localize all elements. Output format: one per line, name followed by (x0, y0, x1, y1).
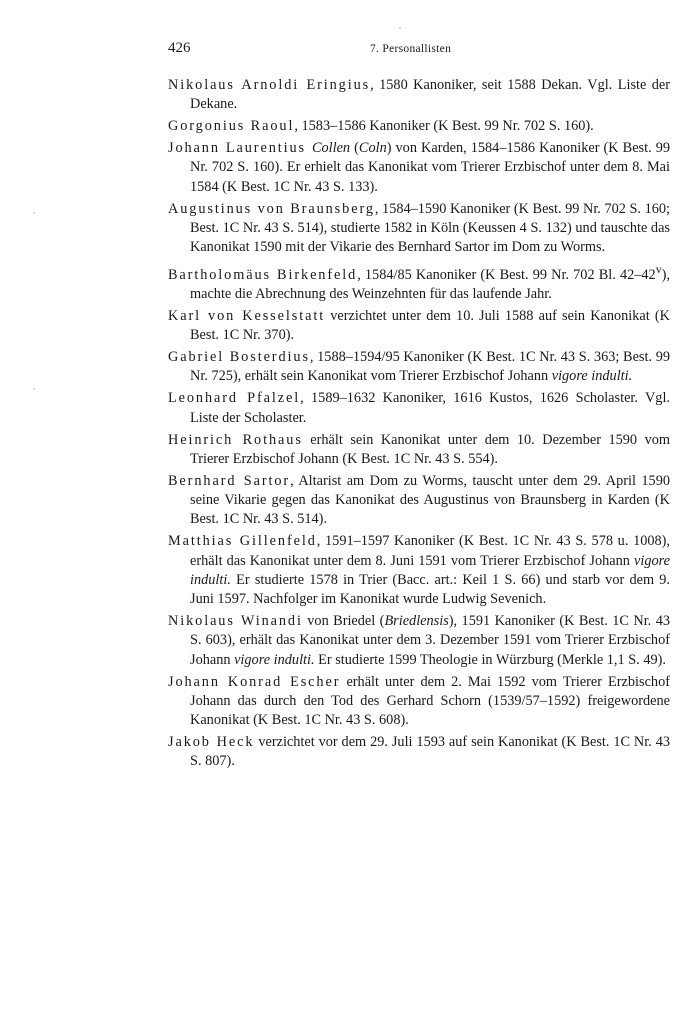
entry-person-name: Matthias Gillenfeld (168, 533, 317, 550)
entry-text: erhält sein Kanonikat unter dem 10. Dezember 1590 vom Trierer Erzbischof Johann (K Best. 1C Nr. 43 S. 554). (190, 431, 670, 467)
entry-text: , 1589–1632 Kanoniker, 1616 Kustos, 1626 Scholaster. Vgl. Liste der Scholaster. (190, 390, 671, 426)
entry-italic-text: Briedlensis (384, 613, 449, 630)
entry-italic-text: Coln (358, 140, 387, 157)
entry (168, 733, 670, 772)
entry-person-name: Gorgonius Raoul (168, 118, 295, 135)
entry-text: Er studierte 1578 in Trier (Bacc. art.: Keil 1 S. 66) und starb vor dem 9. Juni 1597. Nachfolger im Kanonikat wurde Ludwig Sevenich. (190, 571, 670, 608)
entry-italic-text: Collen (311, 140, 351, 157)
entry-text: , 1583–1586 Kanoniker (K Best. 99 Nr. 702 S. 160). (294, 118, 594, 135)
entry-person-name: Bartholomäus Birkenfeld (168, 266, 358, 283)
entry-person-name: Nikolaus Winandi (168, 613, 303, 630)
entry (168, 612, 670, 670)
entry (168, 307, 670, 346)
entry (168, 472, 670, 530)
entry-text: ), machte die Abrechnung des Weinzehnten für das laufende Jahr. (190, 266, 670, 303)
entry-person-name: Karl von Kesselstatt (168, 308, 326, 324)
entry-text: Er studierte 1599 Theologie in Würzburg (Merkle 1,1 S. 49). (314, 651, 666, 668)
entry (168, 389, 670, 428)
entry-person-name: Bernhard Sartor (168, 472, 291, 489)
entry-text: ) von Karden, 1584–1586 Kanoniker (K Best. 99 Nr. 702 S. 160). Er erhielt das Kanonikat vom Trierer Erzbischof unter dem 8. Mai 1584 (K Best. 1C Nr. 43 S. 133). (190, 140, 670, 195)
entry (168, 348, 670, 387)
entry-italic-text: vigore indulti. (234, 651, 315, 668)
entry-text: ), 1591 Kanoniker (K Best. 1C Nr. 43 S. 603), erhält das Kanonikat unter dem 3. Dezember 1591 vom Trierer Erzbischof Johann (190, 613, 670, 668)
entry-person-name: Leonhard Pfalzel (168, 390, 301, 407)
scan-speck (33, 388, 35, 390)
entry (168, 200, 670, 258)
entry-text: , Altarist am Dom zu Worms, tauscht unter dem 29. April 1590 seine Vikarie gegen das Kanonikat des Augustinus von Braunsberg in Karden (K Best. 1C Nr. 43 S. 514). (190, 472, 671, 528)
entry-text: , 1591–1597 Kanoniker (K Best. 1C Nr. 43 S. 578 u. 1008), erhält das Kanonikat unter dem 8. Juni 1591 vom Trierer Erzbischof Johann (190, 533, 671, 569)
entry (168, 117, 670, 136)
entry-italic-text: vigore indulti. (190, 552, 670, 588)
scan-speck (399, 27, 401, 29)
entry-text: erhält unter dem 2. Mai 1592 vom Trierer Erzbischof Johann das durch den Tod des Gerhard Schorn (1539/57–1592) freigewordene Kanonikat (K Best. 1C Nr. 43 S. 608). (190, 673, 670, 729)
entry-person-name: Nikolaus Arnoldi Eringius (168, 77, 371, 93)
entry-text: , 1580 Kanoniker, seit 1588 Dekan. Vgl. Liste der Dekane. (190, 77, 671, 113)
entry-text: verzichtet unter dem 10. Juli 1588 auf sein Kanonikat (K Best. 1C Nr. 370). (190, 308, 670, 344)
entry (168, 431, 670, 470)
entry-person-name: Johann Konrad Escher (168, 673, 341, 690)
entry-person-name: Gabriel Bosterdius (168, 349, 310, 366)
entry-person-name: Johann Laurentius (168, 140, 312, 157)
entry-text: , 1588–1594/95 Kanoniker (K Best. 1C Nr. 43 S. 363; Best. 99 Nr. 725), erhält sein Kanonikat vom Trierer Erzbischof Johann (190, 349, 670, 385)
entry (168, 260, 670, 304)
entry-text: , 1584–1590 Kanoniker (K Best. 99 Nr. 702 S. 160; Best. 1C Nr. 43 S. 514), studierte 1582 in Köln (Keussen 4 S. 132) und tauschte das Kanonikat 1590 mit der Vikarie des Bernhard Sartor im Dom zu Worms. (190, 200, 670, 256)
entry (168, 532, 670, 609)
entry-list (168, 76, 670, 774)
entry-text: , 1584/85 Kanoniker (K Best. 99 Nr. 702 Bl. 42–42 (357, 266, 656, 283)
entry (168, 139, 670, 197)
entry-person-name: Jakob Heck (168, 733, 255, 750)
entry (168, 673, 670, 731)
entry-person-name: Augustinus von Braunsberg (168, 200, 375, 217)
entry-text: verzichtet vor dem 29. Juli 1593 auf sein Kanonikat (K Best. 1C Nr. 43 S. 807). (190, 733, 671, 770)
scan-speck (33, 212, 35, 214)
entry-italic-text: vigore indulti. (551, 368, 633, 385)
page-number: 426 (168, 40, 191, 56)
entry-superscript: v (655, 262, 662, 277)
running-head: 7. Personallisten (370, 43, 452, 55)
entry-text: ( (350, 140, 359, 157)
entry (168, 76, 670, 115)
entry-text: von Briedel ( (302, 613, 385, 630)
entry-person-name: Heinrich Rothaus (168, 431, 303, 448)
